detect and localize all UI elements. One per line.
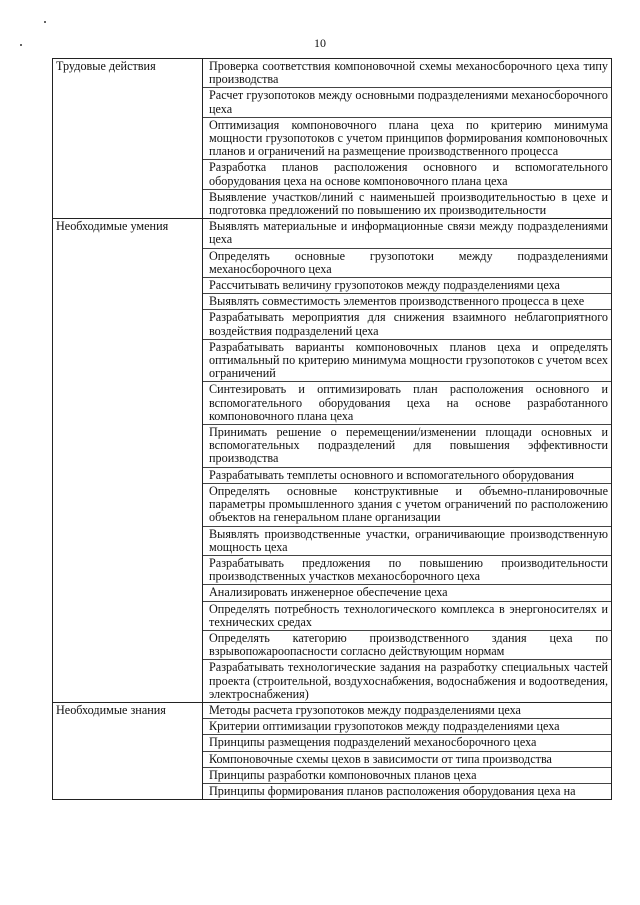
section-item: Выявлять совместимость элементов производственного процесса в цехе — [203, 294, 611, 310]
section-label: Необходимые знания — [53, 702, 203, 799]
section-items — [203, 219, 612, 703]
section-item: Принципы размещения подразделений механосборочного цеха — [203, 735, 611, 751]
page-number: 10 — [314, 36, 326, 50]
section-item: Анализировать инженерное обеспечение цеха — [203, 585, 611, 601]
section-label: Трудовые действия — [53, 59, 203, 219]
section-item: Оптимизация компоновочного плана цеха по критерию минимума мощности грузопотоков с учетом принципов формирования компоновочных планов и ограничений на размещение производственного процесса — [203, 118, 611, 161]
section-item: Принципы формирования планов расположения оборудования цеха на — [209, 783, 576, 798]
section-item: Синтезировать и оптимизировать план расположения основного и вспомогательного оборудования цеха на основе разработанного компоновочного плана цеха — [203, 382, 611, 425]
section-item: Принципы разработки компоновочных планов цеха — [203, 768, 611, 784]
section-item: Выявлять материальные и информационные связи между подразделениями цеха — [203, 219, 611, 248]
section-items — [203, 702, 612, 799]
section-item: Разработка планов расположения основного и вспомогательного оборудования цеха на основе компоновочного плана цеха — [203, 160, 611, 189]
section-item: Разрабатывать технологические задания на разработку специальных частей проекта (строительной, воздухоснабжения, водоснабжения и водоотведения, электроснабжения) — [209, 660, 608, 701]
section-label: Необходимые умения — [53, 219, 203, 703]
section-item: Определять основные конструктивные и объемно-планировочные параметры промышленного здания с учетом ограничений по расположению объектов на генеральном плане организации — [203, 484, 611, 527]
section-item: Выявление участков/линий с наименьшей производительностью в цехе и подготовка предложений по повышению их производительности — [209, 189, 608, 218]
section-row — [53, 219, 612, 703]
section-item: Компоновочные схемы цехов в зависимости от типа производства — [203, 752, 611, 768]
section-item: Принимать решение о перемещении/изменении площади основных и вспомогательных подразделений для повышения эффективности производства — [203, 425, 611, 468]
requirements-table-body — [53, 59, 612, 800]
section-items — [203, 59, 612, 219]
section-row — [53, 59, 612, 219]
section-item: Разрабатывать мероприятия для снижения взаимного неблагоприятного воздействия подразделений цеха — [203, 310, 611, 339]
section-item: Разрабатывать варианты компоновочных планов цеха и определять оптимальный по критерию минимума мощности грузопотоков с учетом всех ограничений — [203, 340, 611, 383]
scan-speck — [44, 21, 46, 23]
section-item: Выявлять производственные участки, ограничивающие производственную мощность цеха — [203, 527, 611, 556]
section-item: Критерии оптимизации грузопотоков между подразделениями цеха — [203, 719, 611, 735]
section-item: Определять основные грузопотоки между подразделениями механосборочного цеха — [203, 249, 611, 278]
section-item: Определять потребность технологического комплекса в энергоносителях и технических средах — [203, 602, 611, 631]
section-item: Проверка соответствия компоновочной схемы механосборочного цеха типу производства — [203, 59, 611, 88]
section-row — [53, 702, 612, 799]
section-item: Рассчитывать величину грузопотоков между подразделениями цеха — [203, 278, 611, 294]
section-item: Определять категорию производственного здания цеха по взрывопожароопасности согласно действующим нормам — [203, 631, 611, 660]
section-item: Разрабатывать темплеты основного и вспомогательного оборудования — [203, 468, 611, 484]
section-item: Расчет грузопотоков между основными подразделениями механосборочного цеха — [203, 88, 611, 117]
requirements-table — [52, 58, 612, 800]
section-item: Разрабатывать предложения по повышению производительности производственных участков механосборочного цеха — [203, 556, 611, 585]
section-item: Методы расчета грузопотоков между подразделениями цеха — [203, 703, 611, 719]
